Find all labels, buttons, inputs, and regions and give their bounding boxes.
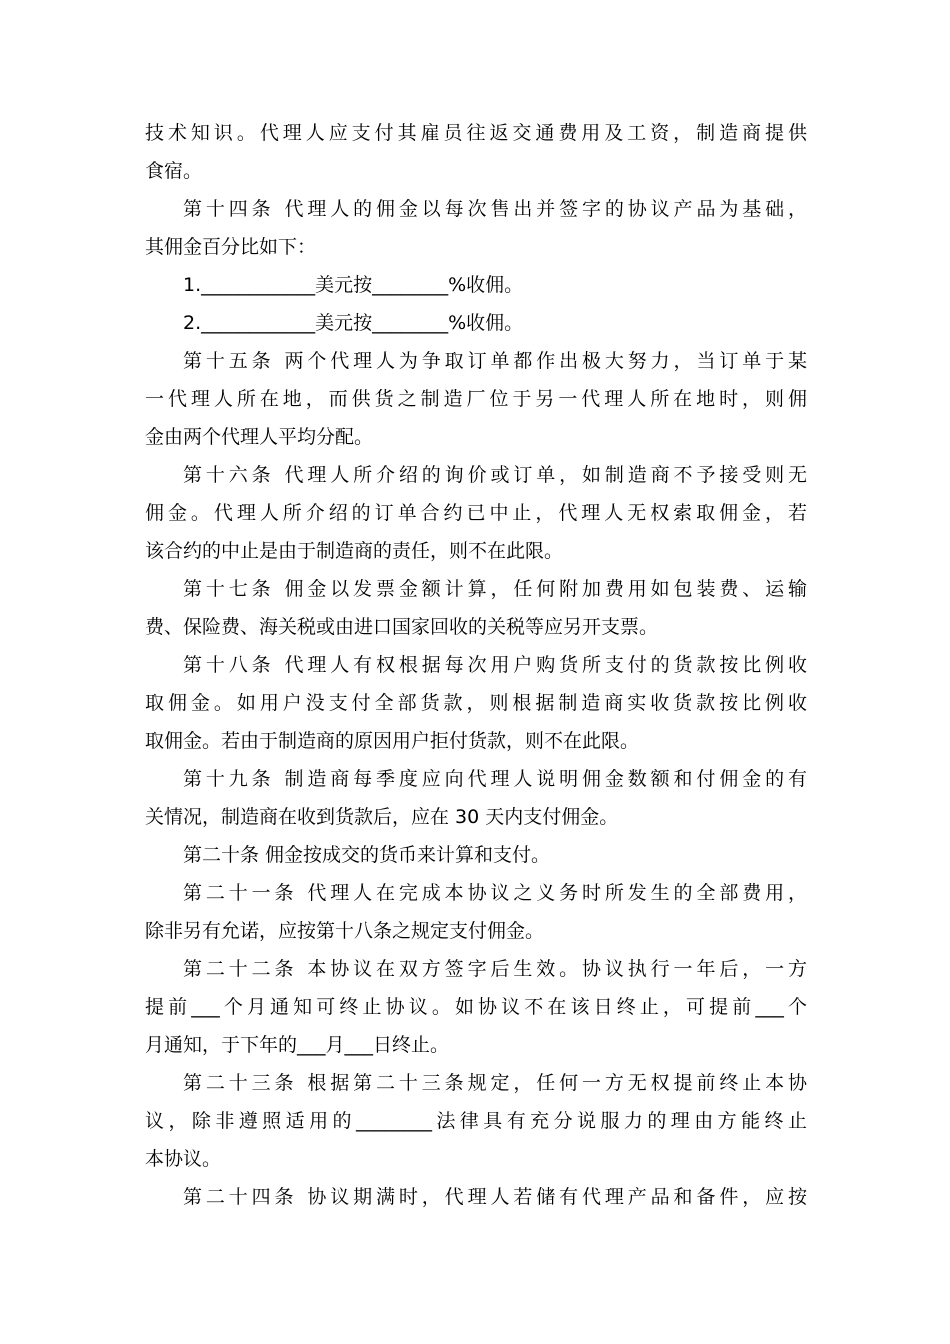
text-line: 该合约的中止是由于制造商的责任，则不在此限。 — [145, 540, 564, 562]
text-line: 费、保险费、海关税或由进口国家回收的关税等应另开支票。 — [145, 616, 659, 638]
article-20 — [145, 836, 807, 874]
text-line: 第二十四条 协议期满时，代理人若储有代理产品和备件，应按 — [183, 1186, 807, 1208]
text-line: 第十八条 代理人有权根据每次用户购货所支付的货款按比例收 — [183, 654, 807, 676]
text-line: 第二十条 佣金按成交的货币来计算和支付。 — [183, 844, 551, 866]
document-body — [145, 114, 807, 1216]
article-23 — [145, 1064, 807, 1178]
commission-item-2 — [145, 304, 807, 342]
text-line: 取佣金。若由于制造商的原因用户拒付货款，则不在此限。 — [145, 730, 640, 752]
article-17 — [145, 570, 807, 646]
text-line: 第二十一条 代理人在完成本协议之义务时所发生的全部费用， — [183, 882, 807, 904]
text-line: 第二十三条 根据第二十三条规定，任何一方无权提前终止本协 — [183, 1072, 807, 1094]
text-line: 议，除非遵照适用的________法律具有充分说服力的理由方能终止 — [145, 1110, 807, 1132]
text-line: 取佣金。如用户没支付全部货款，则根据制造商实收货款按比例收 — [145, 692, 807, 714]
text-line: 本协议。 — [145, 1148, 222, 1170]
text-line: 关情况，制造商在收到货款后，应在 30 天内支付佣金。 — [145, 806, 619, 828]
text-line: 其佣金百分比如下： — [145, 236, 317, 258]
text-line: 第二十二条 本协议在双方签字后生效。协议执行一年后，一方 — [183, 958, 807, 980]
text-line: 金由两个代理人平均分配。 — [145, 426, 374, 448]
text-line: 第十七条 佣金以发票金额计算，任何附加费用如包装费、运输 — [183, 578, 807, 600]
text-line: 第十四条 代理人的佣金以每次售出并签字的协议产品为基础， — [183, 198, 807, 220]
article-21 — [145, 874, 807, 950]
article-14 — [145, 190, 807, 266]
commission-item-1 — [145, 266, 807, 304]
text-line: 第十五条 两个代理人为争取订单都作出极大努力，当订单于某 — [183, 350, 807, 372]
text-line: 技术知识。代理人应支付其雇员往返交通费用及工资，制造商提供 — [145, 122, 807, 144]
article-15 — [145, 342, 807, 456]
article-24 — [145, 1178, 807, 1216]
text-line: 食宿。 — [145, 160, 203, 182]
text-line: 佣金。代理人所介绍的订单合约已中止，代理人无权索取佣金，若 — [145, 502, 807, 524]
text-line: 除非另有允诺，应按第十八条之规定支付佣金。 — [145, 920, 545, 942]
text-line: 1.____________美元按________%收佣。 — [183, 274, 524, 296]
article-18 — [145, 646, 807, 760]
article-22 — [145, 950, 807, 1064]
text-line: 一代理人所在地，而供货之制造厂位于另一代理人所在地时，则佣 — [145, 388, 807, 410]
text-line: 第十九条 制造商每季度应向代理人说明佣金数额和付佣金的有 — [183, 768, 807, 790]
text-line: 2.____________美元按________%收佣。 — [183, 312, 524, 334]
text-line: 第十六条 代理人所介绍的询价或订单，如制造商不予接受则无 — [183, 464, 807, 486]
article-16 — [145, 456, 807, 570]
text-line: 提前___个月通知可终止协议。如协议不在该日终止，可提前___个 — [145, 996, 807, 1018]
article-19 — [145, 760, 807, 836]
text-line: 月通知，于下年的___月___日终止。 — [145, 1034, 450, 1056]
paragraph-continuation — [145, 114, 807, 190]
